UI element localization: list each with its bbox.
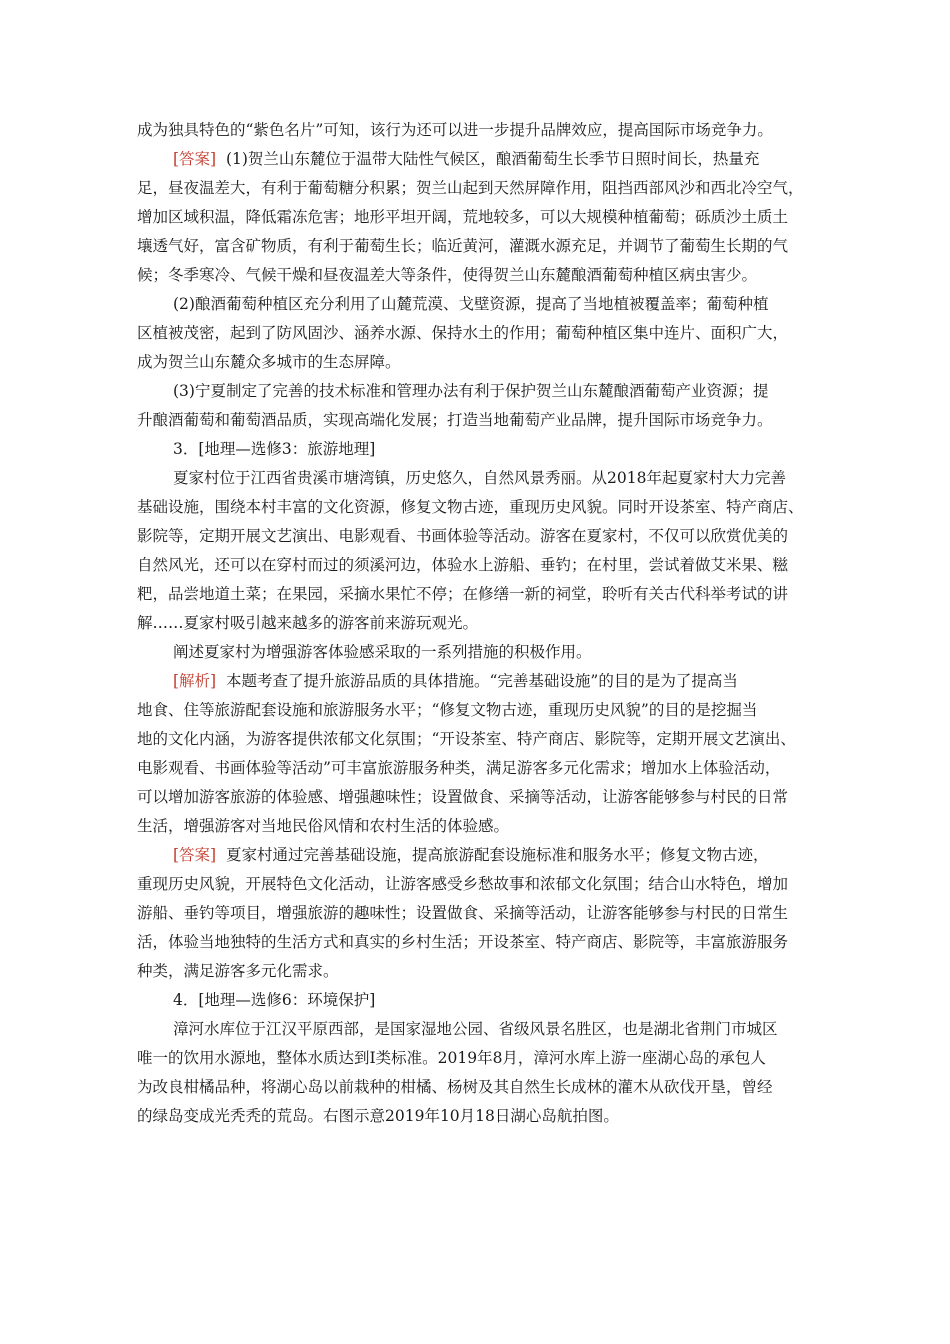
text-line: (3)宁夏制定了完善的技术标准和管理办法有利于保护贺兰山东麓酿酒葡萄产业资源；提	[173, 382, 769, 400]
analysis-tag: [解析]	[173, 672, 217, 690]
text-line	[137, 145, 817, 174]
text-line: 成为贺兰山东麓众多城市的生态屏障。	[137, 353, 401, 371]
text-line: 种类，满足游客多元化需求。	[137, 962, 339, 980]
text-line: 电影观看、书画体验等活动”可丰富旅游服务种类，满足游客多元化需求；增加水上体验活动，	[137, 759, 781, 777]
text-line: 地的文化内涵，为游客提供浓郁文化氛围；“开设茶室、特产商店、影院等，定期开展文艺演出、	[137, 730, 796, 748]
text-line: 候；冬季寒冷、气候干燥和昼夜温差大等条件，使得贺兰山东麓酿酒葡萄种植区病虫害少。	[137, 266, 758, 284]
question-3-heading	[137, 435, 817, 464]
text-line: 重现历史风貌，开展特色文化活动，让游客感受乡愁故事和浓郁文化氛围；结合山水特色，增加	[137, 875, 789, 893]
answer-1-part-2	[137, 290, 817, 377]
answer-tag: [答案]	[173, 150, 217, 168]
text-line: 唯一的饮用水源地，整体水质达到Ⅰ类标准。2019年8月，漳河水库上游一座湖心岛的承包人	[137, 1049, 766, 1067]
text-line: 活，体验当地独特的生活方式和真实的乡村生活；开设茶室、特产商店、影院等，丰富旅游服务	[137, 933, 789, 951]
text-line: 游船、垂钓等项目，增强旅游的趣味性；设置做食、采摘等活动，让游客能够参与村民的日常生	[137, 904, 789, 922]
text-line: 基础设施，围绕本村丰富的文化资源，修复文物古迹，重现历史风貌。同时开设茶室、特产商店、	[137, 498, 804, 516]
text-line: 影院等，定期开展文艺演出、电影观看、书画体验等活动。游客在夏家村，不仅可以欣赏优美的	[137, 527, 789, 545]
text-line: 3．[地理—选修3：旅游地理]	[173, 440, 376, 458]
text-span: (1)贺兰山东麓位于温带大陆性气候区，酿酒葡萄生长季节日照时间长，热量充	[225, 150, 760, 168]
question-4-heading	[137, 986, 817, 1015]
text-line: 升酿酒葡萄和葡萄酒品质，实现高端化发展；打造当地葡萄产业品牌，提升国际市场竞争力。	[137, 411, 773, 429]
question-3-analysis	[137, 667, 817, 841]
text-line: 解……夏家村吸引越来越多的游客前来游玩观光。	[137, 614, 479, 632]
question-4-stem	[137, 1015, 817, 1131]
text-line: 漳河水库位于江汉平原西部，是国家湿地公园、省级风景名胜区，也是湖北省荆门市城区	[173, 1020, 778, 1038]
text-line: 成为独具特色的“紫色名片”可知，该行为还可以进一步提升品牌效应，提高国际市场竞争力。	[137, 121, 773, 139]
text-line: 生活，增强游客对当地民俗风情和农村生活的体验感。	[137, 817, 510, 835]
text-line: 地食、住等旅游配套设施和旅游服务水平；“修复文物古迹，重现历史风貌”的目的是挖掘当	[137, 701, 758, 719]
answer-1-part-1	[137, 145, 817, 290]
text-line: 壤透气好，富含矿物质，有利于葡萄生长；临近黄河，灌溉水源充足，并调节了葡萄生长期的气	[137, 237, 789, 255]
text-line: 4．[地理—选修6：环境保护]	[173, 991, 376, 1009]
answer-1-part-3	[137, 377, 817, 435]
text-line: 可以增加游客旅游的体验感、增强趣味性；设置做食、采摘等活动，让游客能够参与村民的日常	[137, 788, 789, 806]
text-line: 增加区域积温，降低霜冻危害；地形平坦开阔，荒地较多，可以大规模种植葡萄；砾质沙土质土	[137, 208, 789, 226]
question-3-answer	[137, 841, 817, 986]
text-line: 足，昼夜温差大，有利于葡萄糖分积累；贺兰山起到天然屏障作用，阻挡西部风沙和西北冷空气，	[137, 179, 804, 197]
intro-paragraph	[137, 116, 817, 145]
text-line	[137, 841, 817, 870]
text-line: 的绿岛变成光秃秃的荒岛。右图示意2019年10月18日湖心岛航拍图。	[137, 1107, 619, 1125]
answer-tag: [答案]	[173, 846, 217, 864]
text-span: 夏家村通过完善基础设施，提高旅游配套设施标准和服务水平；修复文物古迹，	[225, 846, 769, 864]
text-line: 夏家村位于江西省贵溪市塘湾镇，历史悠久，自然风景秀丽。从2018年起夏家村大力完善	[173, 469, 786, 487]
text-line: 为改良柑橘品种，将湖心岛以前栽种的柑橘、杨树及其自然生长成林的灌木从砍伐开垦，曾经	[137, 1078, 773, 1096]
text-span: 本题考查了提升旅游品质的具体措施。“完善基础设施”的目的是为了提高当	[225, 672, 738, 690]
text-line	[137, 667, 817, 696]
text-line: 自然风光，还可以在穿村而过的须溪河边，体验水上游船、垂钓；在村里，尝试着做艾米果、糍	[137, 556, 789, 574]
question-3-stem	[137, 464, 817, 638]
text-line: (2)酿酒葡萄种植区充分利用了山麓荒漠、戈壁资源，提高了当地植被覆盖率；葡萄种植	[173, 295, 769, 313]
text-line: 区植被茂密，起到了防风固沙、涵养水源、保持水土的作用；葡萄种植区集中连片、面积广大，	[137, 324, 789, 342]
question-3-prompt	[137, 638, 817, 667]
text-line: 阐述夏家村为增强游客体验感采取的一系列措施的积极作用。	[173, 643, 592, 661]
text-line: 粑，品尝地道土菜；在果园，采摘水果忙不停；在修缮一新的祠堂，聆听有关古代科举考试的讲	[137, 585, 789, 603]
